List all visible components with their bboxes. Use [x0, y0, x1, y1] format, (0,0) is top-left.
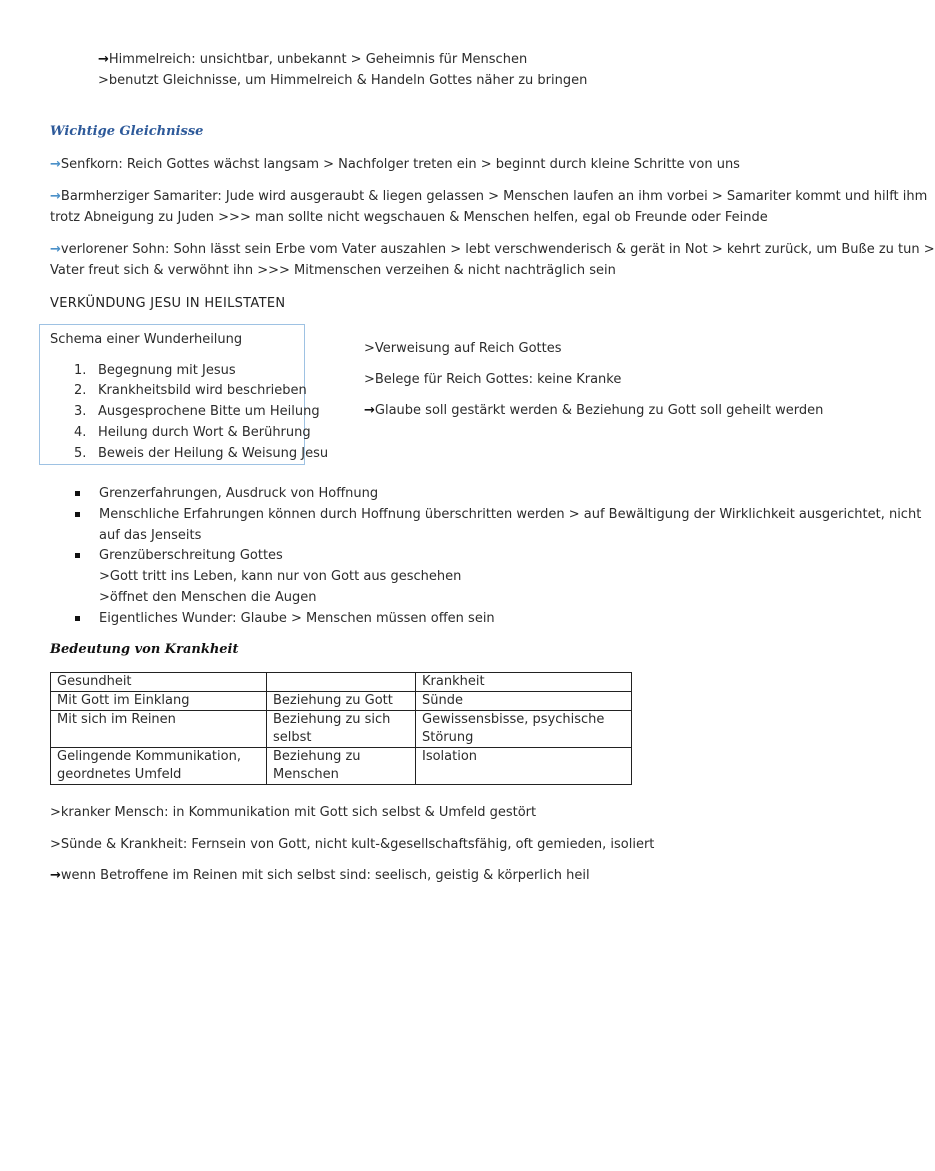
- table-cell: Mit sich im Reinen: [51, 711, 267, 748]
- schema-text: Beweis der Heilung & Weisung Jesu: [98, 446, 329, 461]
- schema-item-4: [74, 423, 311, 443]
- samariter-line-1: [50, 187, 927, 207]
- krankheit-note-2: >Sünde & Krankheit: Fernsein von Gott, nicht kult-&gesellschaftsfähig, oft gemieden, isoliert: [50, 837, 655, 852]
- table-cell: Beziehung zu sich selbst: [267, 711, 416, 748]
- schema-item-2: [74, 381, 307, 401]
- intro-line-2: >benutzt Gleichnisse, um Himmelreich & Handeln Gottes näher zu bringen: [98, 73, 588, 88]
- arrow-right-icon: →: [50, 868, 61, 883]
- bullet-text: Grenzerfahrungen, Ausdruck von Hoffnung: [99, 486, 379, 501]
- bullet-square-icon: [75, 553, 80, 558]
- arrow-right-icon: →: [50, 157, 61, 172]
- table-row: [51, 692, 632, 711]
- krankheit-note-3: [50, 866, 590, 886]
- arrow-right-icon: →: [50, 189, 61, 204]
- schema-text: Heilung durch Wort & Berührung: [98, 425, 311, 440]
- table-row: [51, 748, 632, 785]
- table-cell: Gelingende Kommunikation, geordnetes Umfeld: [51, 748, 267, 785]
- table-cell: Beziehung zu Menschen: [267, 748, 416, 785]
- side-note-1: >Verweisung auf Reich Gottes: [364, 341, 562, 356]
- section-heading-verkuendung: VERKÜNDUNG JESU IN HEILSTATEN: [50, 296, 286, 311]
- bullet-item-2-cont: auf das Jenseits: [99, 528, 202, 543]
- side-note-3-text: Glaube soll gestärkt werden & Beziehung zu Gott soll geheilt werden: [374, 403, 824, 418]
- table-cell: Mit Gott im Einklang: [51, 692, 267, 711]
- bullet-square-icon: [75, 512, 80, 517]
- sohn-line-2: Vater freut sich & verwöhnt ihn >>> Mitmenschen verzeihen & nicht nachträglich sein: [50, 263, 616, 278]
- bullet-text: Menschliche Erfahrungen können durch Hoffnung überschritten werden > auf Bewältigung der Wirklichkeit ausgerichtet, nicht: [99, 507, 922, 522]
- krankheit-note-3-text: wenn Betroffene im Reinen mit sich selbst sind: seelisch, geistig & körperlich heil: [60, 868, 590, 883]
- table-cell: Gewissensbisse, psychische Störung: [416, 711, 632, 748]
- table-cell: Beziehung zu Gott: [267, 692, 416, 711]
- schema-text: Ausgesprochene Bitte um Heilung: [98, 404, 320, 419]
- bullet-text: Grenzüberschreitung Gottes: [99, 548, 283, 563]
- section-heading-gleichnisse: Wichtige Gleichnisse: [50, 124, 204, 139]
- side-note-3: [364, 401, 823, 421]
- table-row: [51, 673, 632, 692]
- schema-title: Schema einer Wunderheilung: [50, 332, 243, 347]
- schema-item-1: [74, 361, 236, 381]
- intro-line-1: [98, 50, 527, 70]
- arrow-right-icon: →: [50, 242, 61, 257]
- schema-num: 1.: [74, 363, 87, 378]
- samariter-line-2: trotz Abneigung zu Juden >>> man sollte nicht wegschauen & Menschen helfen, egal ob Freunde oder Feinde: [50, 210, 768, 225]
- schema-num: 4.: [74, 425, 87, 440]
- schema-text: Begegnung mit Jesus: [98, 363, 236, 378]
- bullet-item-3-sub-1: >Gott tritt ins Leben, kann nur von Gott aus geschehen: [99, 569, 462, 584]
- bullet-text: Eigentliches Wunder: Glaube > Menschen müssen offen sein: [99, 611, 495, 626]
- bullet-square-icon: [75, 616, 80, 621]
- table-cell: Krankheit: [416, 673, 632, 692]
- table-cell: Sünde: [416, 692, 632, 711]
- schema-num: 2.: [74, 383, 87, 398]
- bullet-item-3-sub-2: >öffnet den Menschen die Augen: [99, 590, 317, 605]
- sohn-text-1: verlorener Sohn: Sohn lässt sein Erbe vom Vater auszahlen > lebt verschwenderisch & gerät in Not > kehrt zurück, um Buße zu tun >: [60, 242, 935, 257]
- schema-item-3: [74, 402, 320, 422]
- schema-box: [39, 324, 329, 465]
- section-heading-krankheit: Bedeutung von Krankheit: [50, 642, 239, 657]
- side-note-2: >Belege für Reich Gottes: keine Kranke: [364, 372, 622, 387]
- bullet-square-icon: [75, 491, 80, 496]
- arrow-right-icon: →: [364, 403, 375, 418]
- intro-text-1: Himmelreich: unsichtbar, unbekannt > Geheimnis für Menschen: [108, 52, 528, 67]
- senfkorn-line: [50, 155, 740, 175]
- arrow-right-icon: →: [98, 52, 109, 67]
- senfkorn-text: Senfkorn: Reich Gottes wächst langsam > Nachfolger treten ein > beginnt durch kleine Schritte von uns: [60, 157, 740, 172]
- table-cell: [267, 673, 416, 692]
- schema-num: 3.: [74, 404, 87, 419]
- samariter-text-1: Barmherziger Samariter: Jude wird ausgeraubt & liegen gelassen > Menschen laufen an ihm vorbei > Samariter kommt und hilft ihm: [60, 189, 928, 204]
- krankheit-table: [50, 672, 632, 785]
- krankheit-note-1: >kranker Mensch: in Kommunikation mit Gott sich selbst & Umfeld gestört: [50, 805, 537, 820]
- schema-item-5: [74, 444, 328, 464]
- table-cell: Isolation: [416, 748, 632, 785]
- schema-text: Krankheitsbild wird beschrieben: [98, 383, 307, 398]
- table-cell: Gesundheit: [51, 673, 267, 692]
- table-row: [51, 711, 632, 748]
- schema-num: 5.: [74, 446, 87, 461]
- sohn-line-1: [50, 240, 935, 260]
